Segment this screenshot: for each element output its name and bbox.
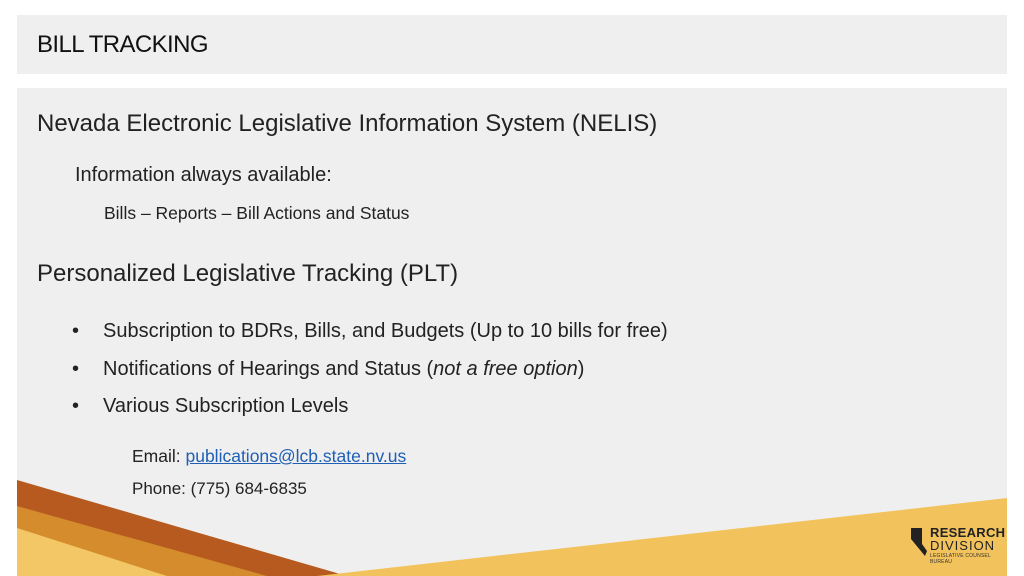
email-line: [132, 446, 406, 467]
slide-title: BILL TRACKING: [37, 31, 208, 58]
bullet-levels: Various Subscription Levels: [103, 395, 349, 417]
bullet-icon: •: [72, 358, 80, 380]
nevada-state-icon: [910, 527, 928, 557]
info-label: Information always available:: [75, 164, 332, 186]
email-label: Email:: [132, 446, 186, 466]
plt-heading: Personalized Legislative Tracking (PLT): [37, 260, 459, 287]
bullet-icon: •: [72, 320, 80, 342]
not-free-text: not a free option: [433, 358, 578, 380]
bullet-notifications-text: Notifications of Hearings and Status (: [103, 358, 434, 380]
logo-research: RESEARCH: [930, 525, 1006, 540]
email-link[interactable]: publications@lcb.state.nv.us: [185, 446, 407, 466]
logo-division: DIVISION: [930, 538, 996, 553]
stripe-right: [317, 498, 1007, 576]
info-items: Bills – Reports – Bill Actions and Status: [104, 203, 410, 223]
bullet-notifications-close: ): [577, 358, 585, 380]
bullet-notifications: [103, 358, 584, 381]
title-bar: [17, 15, 1007, 74]
nelis-heading: Nevada Electronic Legislative Information System (NELIS): [37, 110, 658, 137]
content-panel: [17, 88, 1007, 576]
bullet-subscription: Subscription to BDRs, Bills, and Budgets (Up to 10 bills for free): [103, 320, 668, 342]
logo-bureau: LEGISLATIVE COUNSEL BUREAU: [930, 553, 991, 565]
phone-line: Phone: (775) 684-6835: [132, 479, 307, 498]
bullet-icon: •: [72, 395, 80, 417]
research-division-logo: [910, 525, 1007, 565]
